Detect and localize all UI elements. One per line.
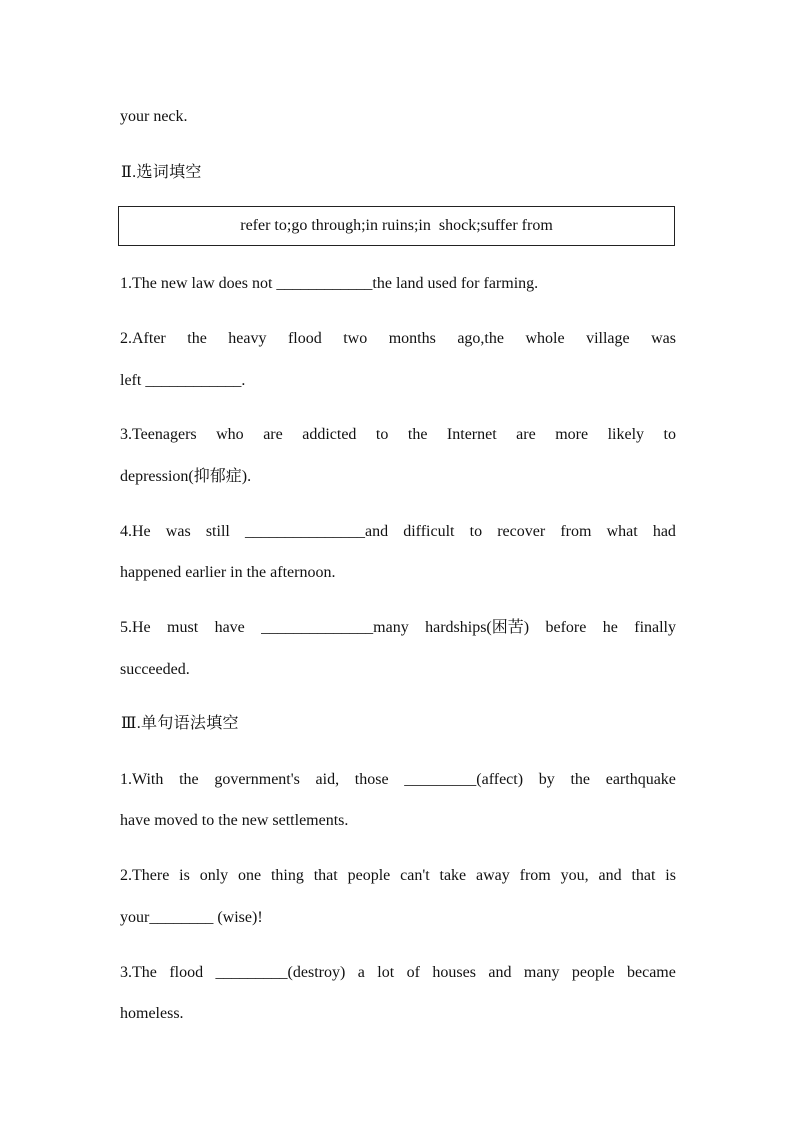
- word: was: [651, 330, 676, 347]
- word: take: [439, 867, 467, 884]
- word: whole: [525, 330, 565, 347]
- word: the: [407, 426, 428, 443]
- word: _________(destroy): [215, 964, 346, 981]
- word: and: [598, 867, 622, 884]
- word: many: [523, 964, 560, 981]
- word: one: [238, 867, 262, 884]
- question-3-2-line-1: [120, 865, 676, 887]
- word: are: [516, 426, 536, 443]
- word: by: [538, 771, 555, 788]
- question-3-1-line-1: [120, 769, 676, 791]
- word: that: [313, 867, 338, 884]
- word: the: [570, 771, 591, 788]
- fragment-text: your neck.: [120, 108, 188, 125]
- word: recover: [497, 523, 546, 540]
- question-3-3-line-2: homeless.: [120, 1005, 184, 1022]
- word: was: [165, 523, 191, 540]
- word: to: [469, 523, 483, 540]
- question-3-2-line-2: your________ (wise)!: [120, 909, 263, 926]
- word: that: [631, 867, 656, 884]
- question-2-4-line-2: happened earlier in the afternoon.: [120, 564, 336, 581]
- word: have: [214, 619, 245, 636]
- word-bank-text: refer to;go through;in ruins;in shock;suffer from: [240, 217, 553, 234]
- word: finally: [634, 619, 676, 636]
- word: still: [205, 523, 230, 540]
- word: he: [602, 619, 618, 636]
- word: flood: [287, 330, 322, 347]
- word: the: [187, 330, 207, 347]
- word: houses: [432, 964, 476, 981]
- word: earthquake: [605, 771, 676, 788]
- word: to: [375, 426, 389, 443]
- word: ago,the: [457, 330, 504, 347]
- word: people: [571, 964, 615, 981]
- word: had: [652, 523, 676, 540]
- question-2-5-line-1: [120, 617, 676, 639]
- word: of: [406, 964, 420, 981]
- word: _________(affect): [404, 771, 524, 788]
- word: away: [476, 867, 510, 884]
- word: months: [388, 330, 436, 347]
- word: only: [199, 867, 229, 884]
- word: 4.He: [120, 523, 151, 540]
- word: heavy: [228, 330, 267, 347]
- word: is: [179, 867, 190, 884]
- word: two: [343, 330, 368, 347]
- question-3-3-line-1: [120, 962, 676, 984]
- word: addicted: [302, 426, 357, 443]
- word: is: [665, 867, 676, 884]
- word: became: [627, 964, 676, 981]
- word: government's: [214, 771, 300, 788]
- word: from: [519, 867, 551, 884]
- word: from: [560, 523, 592, 540]
- question-3-1-line-2: have moved to the new settlements.: [120, 812, 349, 829]
- section-heading-2: Ⅱ.选词填空: [121, 164, 202, 181]
- word: thing: [270, 867, 304, 884]
- word: a: [357, 964, 365, 981]
- word: 3.Teenagers: [120, 426, 197, 443]
- word: what: [606, 523, 638, 540]
- question-2-3-line-2: depression(抑郁症).: [120, 468, 252, 485]
- word: 2.After: [120, 330, 166, 347]
- word: people: [347, 867, 391, 884]
- section-heading-3: Ⅲ.单句语法填空: [121, 715, 239, 732]
- question-2-4-line-1: [120, 521, 676, 543]
- word: aid,: [315, 771, 340, 788]
- word-bank-box: [118, 206, 675, 246]
- word: are: [263, 426, 283, 443]
- word: and: [488, 964, 512, 981]
- word: 2.There: [120, 867, 170, 884]
- word: hardships(困苦): [425, 619, 530, 636]
- word: those: [354, 771, 389, 788]
- word: you,: [560, 867, 589, 884]
- word: can't: [400, 867, 430, 884]
- question-2-3-line-1: [120, 424, 676, 446]
- word: the: [179, 771, 199, 788]
- word: Internet: [446, 426, 497, 443]
- question-2-2-line-2: left ____________.: [120, 372, 246, 389]
- word: _______________and: [244, 523, 389, 540]
- word: 1.With: [120, 771, 164, 788]
- word: must: [167, 619, 199, 636]
- word: flood: [169, 964, 204, 981]
- question-2-2-line-1: [120, 328, 676, 350]
- word: before: [545, 619, 587, 636]
- word: who: [216, 426, 244, 443]
- word: more: [555, 426, 589, 443]
- word: lot: [377, 964, 395, 981]
- question-2-1-line-1: 1.The new law does not ____________the land used for farming.: [120, 275, 539, 292]
- word: to: [663, 426, 676, 443]
- question-2-5-line-2: succeeded.: [120, 661, 190, 678]
- word: village: [586, 330, 630, 347]
- word: 3.The: [120, 964, 157, 981]
- word: likely: [607, 426, 645, 443]
- word: difficult: [403, 523, 455, 540]
- word: ______________many: [261, 619, 409, 636]
- word: 5.He: [120, 619, 151, 636]
